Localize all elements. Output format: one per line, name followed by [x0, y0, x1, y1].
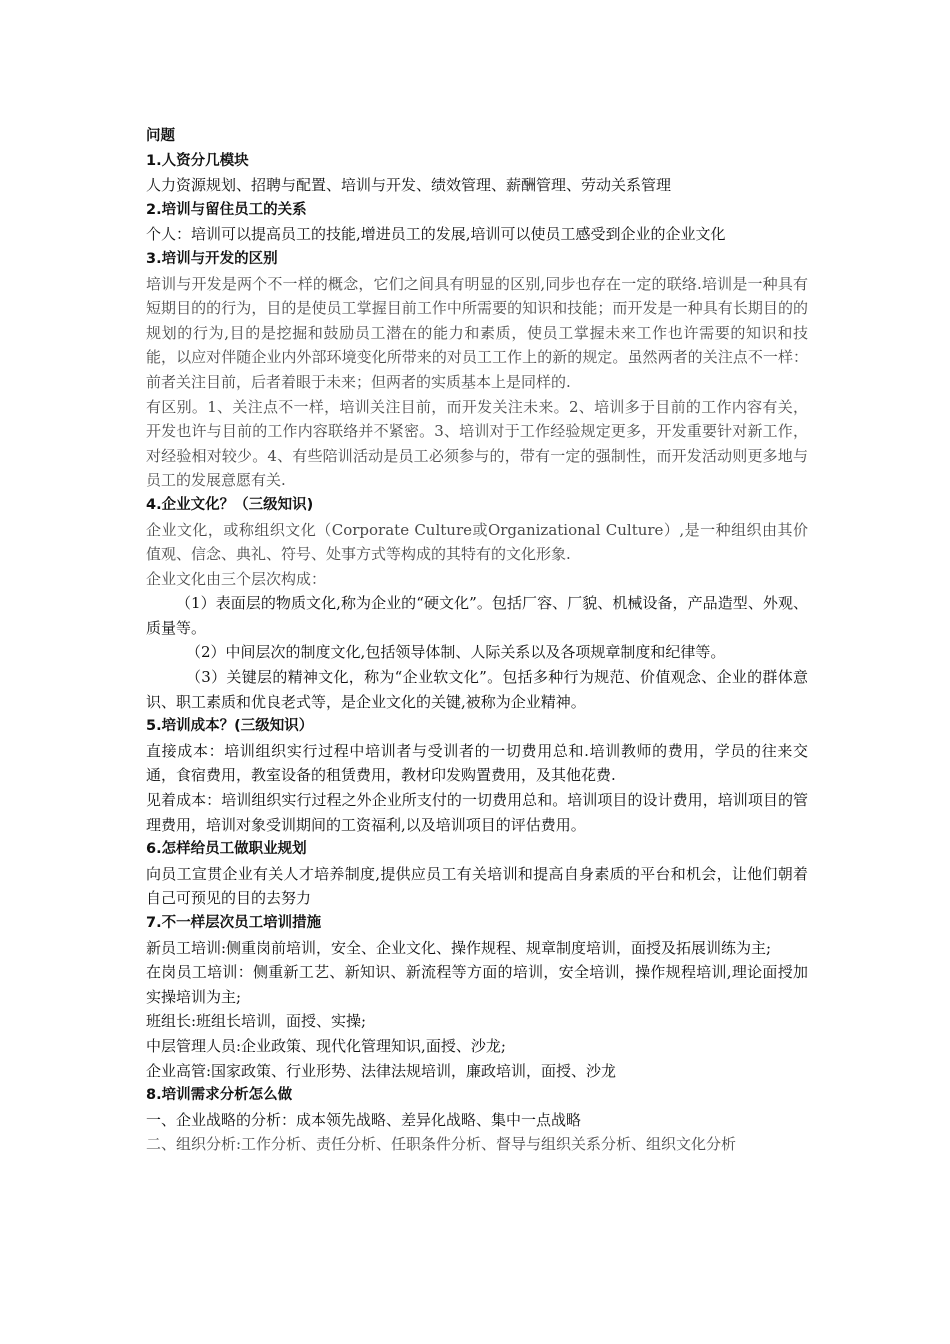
list-item: （2）中间层次的制度文化,包括领导体制、人际关系以及各项规章制度和纪律等。 — [186, 643, 726, 662]
paragraph: 在岗员工培训：侧重新工艺、新知识、新流程等方面的培训，安全培训，操作规程培训,理论面授加实操培训为主; — [146, 963, 808, 1006]
paragraph: 一、企业战略的分析：成本领先战略、差异化战略、集中一点战略 — [146, 1110, 582, 1129]
paragraph: 向员工宣贯企业有关人才培养制度,提供应员工有关培训和提高自身素质的平台和机会，让他们朝着自己可预见的目的去努力 — [146, 864, 808, 908]
section-heading-4: 4.企业文化？（三级知识) — [146, 496, 314, 513]
paragraph: 企业文化由三个层次构成： — [146, 569, 327, 588]
paragraph: 企业高管:国家政策、行业形势、法律法规培训，廉政培训，面授、沙龙 — [146, 1061, 617, 1080]
paragraph: 有区别。1、关注点不一样，培训关注目前，而开发关注未来。2、培训多于目前的工作内容有关，开发也许与目前的工作内容联络并不紧密。3、培训对于工作经验规定更多，开发重要针对新工作，对经验相对较少。4、有些陪训活动是员工必须参与的，带有一定的强制性，而开发活动则更多地与员工的发展意愿有关. — [146, 397, 808, 490]
section-heading-7: 7.不一样层次员工培训措施 — [146, 915, 322, 931]
paragraph: 个人：培训可以提高员工的技能,增进员工的发展,培训可以使员工感受到企业的企业文化 — [146, 225, 726, 244]
list-item: （1）表面层的物质文化,称为企业的“硬文化”。包括厂容、厂貌、机械设备，产品造型、外观、质量等。 — [146, 594, 808, 637]
paragraph: 班组长:班组长培训，面授、实操; — [146, 1012, 367, 1031]
paragraph: 直接成本：培训组织实行过程中培训者与受训者的一切费用总和.培训教师的费用，学员的往来交通，食宿费用，教室设备的租赁费用，教材印发购置费用，及其他花费. — [146, 741, 808, 785]
paragraph: 新员工培训:侧重岗前培训，安全、企业文化、操作规程、规章制度培训，面授及拓展训练为主; — [146, 938, 772, 957]
paragraph: 中层管理人员:企业政策、现代化管理知识,面授、沙龙; — [146, 1036, 506, 1055]
document-body — [146, 124, 808, 1157]
page-title: 问题 — [146, 128, 175, 144]
paragraph: 培训与开发是两个不一样的概念，它们之间具有明显的区别,同步也存在一定的联络.培训是一种具有短期目的的行为，目的是使员工掌握目前工作中所需要的知识和技能；而开发是一种具有长期目的的规划的行为,目的是挖掘和鼓励员工潜在的能力和素质，使员工掌握未来工作也许需要的知识和技能，以应对伴随企业内外部环境变化所带来的对员工工作上的新的规定。虽然两者的关注点不一样：前者关注目前，后者着眼于未来；但两者的实质基本上是同样的. — [146, 274, 808, 391]
list-item: （3）关键层的精神文化，称为“企业软文化”。包括多种行为规范、价值观念、企业的群体意识、职工素质和优良老式等，是企业文化的关键,被称为企业精神。 — [146, 668, 808, 711]
section-heading-6: 6.怎样给员工做职业规划 — [146, 841, 307, 858]
section-heading-2: 2.培训与留住员工的关系 — [146, 201, 307, 218]
section-heading-8: 8.培训需求分析怎么做 — [146, 1087, 293, 1104]
paragraph: 人力资源规划、招聘与配置、培训与开发、绩效管理、薪酬管理、劳动关系管理 — [146, 176, 672, 195]
paragraph: 二、组织分析:工作分析、责任分析、任职条件分析、督导与组织关系分析、组织文化分析 — [146, 1135, 737, 1154]
section-heading-5: 5.培训成本？(三级知识） — [146, 718, 314, 735]
paragraph: 企业文化，或称组织文化（Corporate Culture或Organizational Culture）,是一种组织由其价值观、信念、典礼、符号、处事方式等构成的其特有的文化形象. — [146, 520, 808, 564]
section-heading-1: 1.人资分几模块 — [146, 152, 249, 169]
section-heading-3: 3.培训与开发的区别 — [146, 250, 278, 267]
paragraph: 见着成本：培训组织实行过程之外企业所支付的一切费用总和。培训项目的设计费用，培训项目的管理费用，培训对象受训期间的工资福利,以及培训项目的评估费用。 — [146, 791, 808, 834]
